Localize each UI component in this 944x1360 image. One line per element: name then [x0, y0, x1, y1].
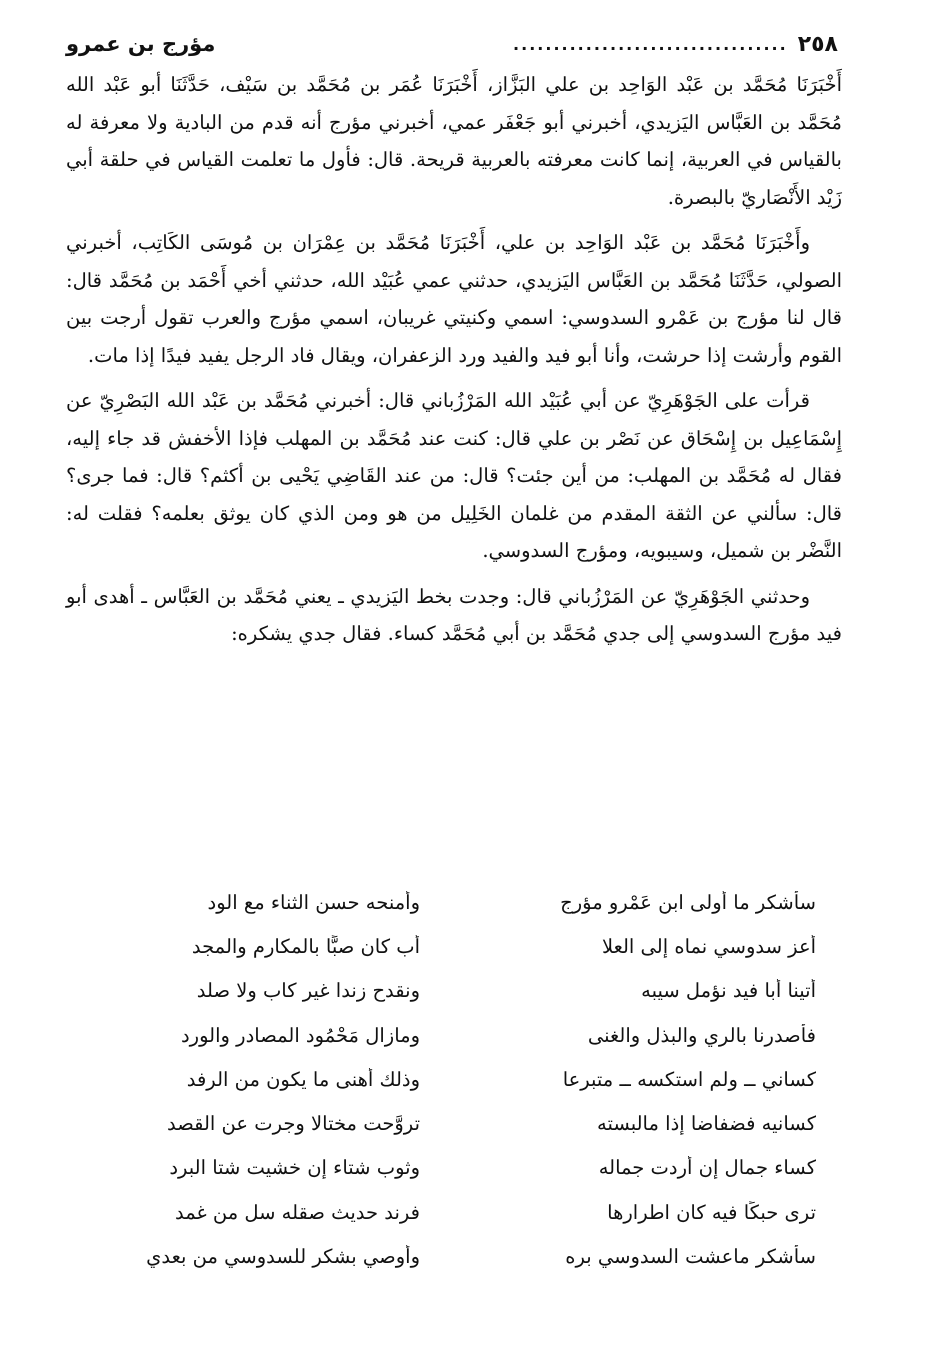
verse-second-hemistich: وأوصي بشكر للسدوسي من بعدي: [146, 1245, 420, 1269]
verse-line: [80, 969, 816, 1013]
verse-line: [80, 924, 816, 968]
poem: [80, 880, 816, 1279]
verse-second-hemistich: أب كان صبًّا بالمكارم والمجد: [191, 934, 420, 958]
verse-second-hemistich: وأمنحه حسن الثناء مع الود: [207, 890, 420, 914]
verse-first-hemistich: فأصدرنا بالري والبذل والغنى: [587, 1023, 816, 1047]
verse-second-hemistich: ومازال مَحْمُود المصادر والورد: [181, 1023, 420, 1047]
verse-first-hemistich: سأشكر ماعشت السدوسي بره: [565, 1245, 816, 1269]
header-dots: ..................................: [513, 34, 788, 54]
verse-first-hemistich: كساء جمال إن أردت جماله: [598, 1156, 816, 1180]
verse-first-hemistich: سأشكر ما أولى ابن عَمْرو مؤرج: [560, 890, 816, 914]
verse-second-hemistich: تروَّحت مختالا وجرت عن القصد: [166, 1112, 420, 1136]
verse-first-hemistich: كسانيه فضفاضا إذا مالبسته: [597, 1112, 816, 1136]
paragraph: وأَخْبَرَنَا مُحَمَّد بن عَبْد الوَاحِد بن علي، أَخْبَرَنَا مُحَمَّد بن عِمْرَان بن مُوسَى الكَاتِب، أخبرني الصولي، حَدَّثَنَا مُحَمَّد بن العَبَّاس اليَزيدي، حدثني عمي عُبَيْد الله، حدثني أخي أَحْمَد بن مُحَمَّد قال: قال لنا مؤرج بن عَمْرو السدوسي: اسمي وكنيتي غريبان، اسمي مؤرج والعرب تقول أرجت بين القوم وأرشت إذا حرشت، وأنا أبو فيد والفيد ورد الزعفران، ويقال فاد الرجل يفيد فيدًا إذا مات.: [66, 231, 842, 367]
verse-second-hemistich: فرند حديث صقله سل من غمد: [174, 1200, 420, 1224]
verse-line: [80, 880, 816, 924]
paragraph: قرأت على الجَوْهَرِيّ عن أبي عُبَيْد الله المَرْزُباني قال: أخبرني مُحَمَّد بن عَبْد الله البَصْرِيّ عن إِسْمَاعِيل بن إِسْحَاق عن نَصْر بن علي قال: كنت عند مُحَمَّد بن المهلب فإذا الأخفش قد جاء إليه، فقال له مُحَمَّد بن المهلب: من أين جئت؟ قال: من عند القَاضِي يَحْيى بن أكثم؟ قال: فما جرى؟ قال: سألني عن الثقة المقدم من غلمان الخَلِيل من هو ومن الذي كان يوثق بعلمه؟ فقلت له: النَّضْر بن شميل، وسيبويه، ومؤرج السدوسي.: [66, 389, 842, 562]
paragraph: وحدثني الجَوْهَرِيّ عن المَرْزُباني قال: وجدت بخط اليَزيدي ـ يعني مُحَمَّد بن العَبَّاس ـ أهدى أبو فيد مؤرج السدوسي إلى جدي مُحَمَّد بن أبي مُحَمَّد كساء. فقال جدي يشكره:: [66, 584, 842, 645]
body-text: [66, 66, 842, 661]
verse-line: [80, 1234, 816, 1278]
running-title: مؤرج بن عمرو: [66, 32, 216, 56]
verse-line: [80, 1190, 816, 1234]
verse-second-hemistich: وثوب شتاء إن خشيت شتا البرد: [169, 1156, 420, 1180]
verse-first-hemistich: أعز سدوسي نماه إلى العلا: [601, 934, 816, 958]
verse-second-hemistich: وذلك أهنى ما يكون من الرفد: [186, 1067, 420, 1091]
page-header: [66, 24, 838, 64]
verse-line: [80, 1013, 816, 1057]
verse-second-hemistich: ونقدح زندا غير كاب ولا صلد: [196, 979, 420, 1003]
verse-first-hemistich: أتينا أبا فيد نؤمل سيبه: [641, 979, 816, 1003]
verse-line: [80, 1146, 816, 1190]
verse-line: [80, 1057, 816, 1101]
verse-line: [80, 1101, 816, 1145]
paragraph: أَخْبَرَنَا مُحَمَّد بن عَبْد الوَاحِد بن علي البَزَّاز، أَخْبَرَنَا عُمَر بن مُحَمَّد بن سَيْف، حَدَّثَنَا أبو عَبْد الله مُحَمَّد بن العَبَّاس اليَزيدي، أخبرني أبو جَعْفَر عمي، أخبرني مؤرج أنه قدم من البادية ولا معرفة له بالقياس في العربية، إنما كانت معرفته بالعربية قريحة. قال: فأول ما تعلمت القياس في حلقة أبي زَيْد الأَنْصَاريّ بالبصرة.: [66, 73, 842, 209]
verse-first-hemistich: كساني ــ ولم استكسه ــ متبرعا: [562, 1067, 816, 1091]
page-number: ٢٥٨: [797, 31, 838, 57]
verse-first-hemistich: ترى حبكًا فيه كان اطرارها: [607, 1200, 816, 1224]
